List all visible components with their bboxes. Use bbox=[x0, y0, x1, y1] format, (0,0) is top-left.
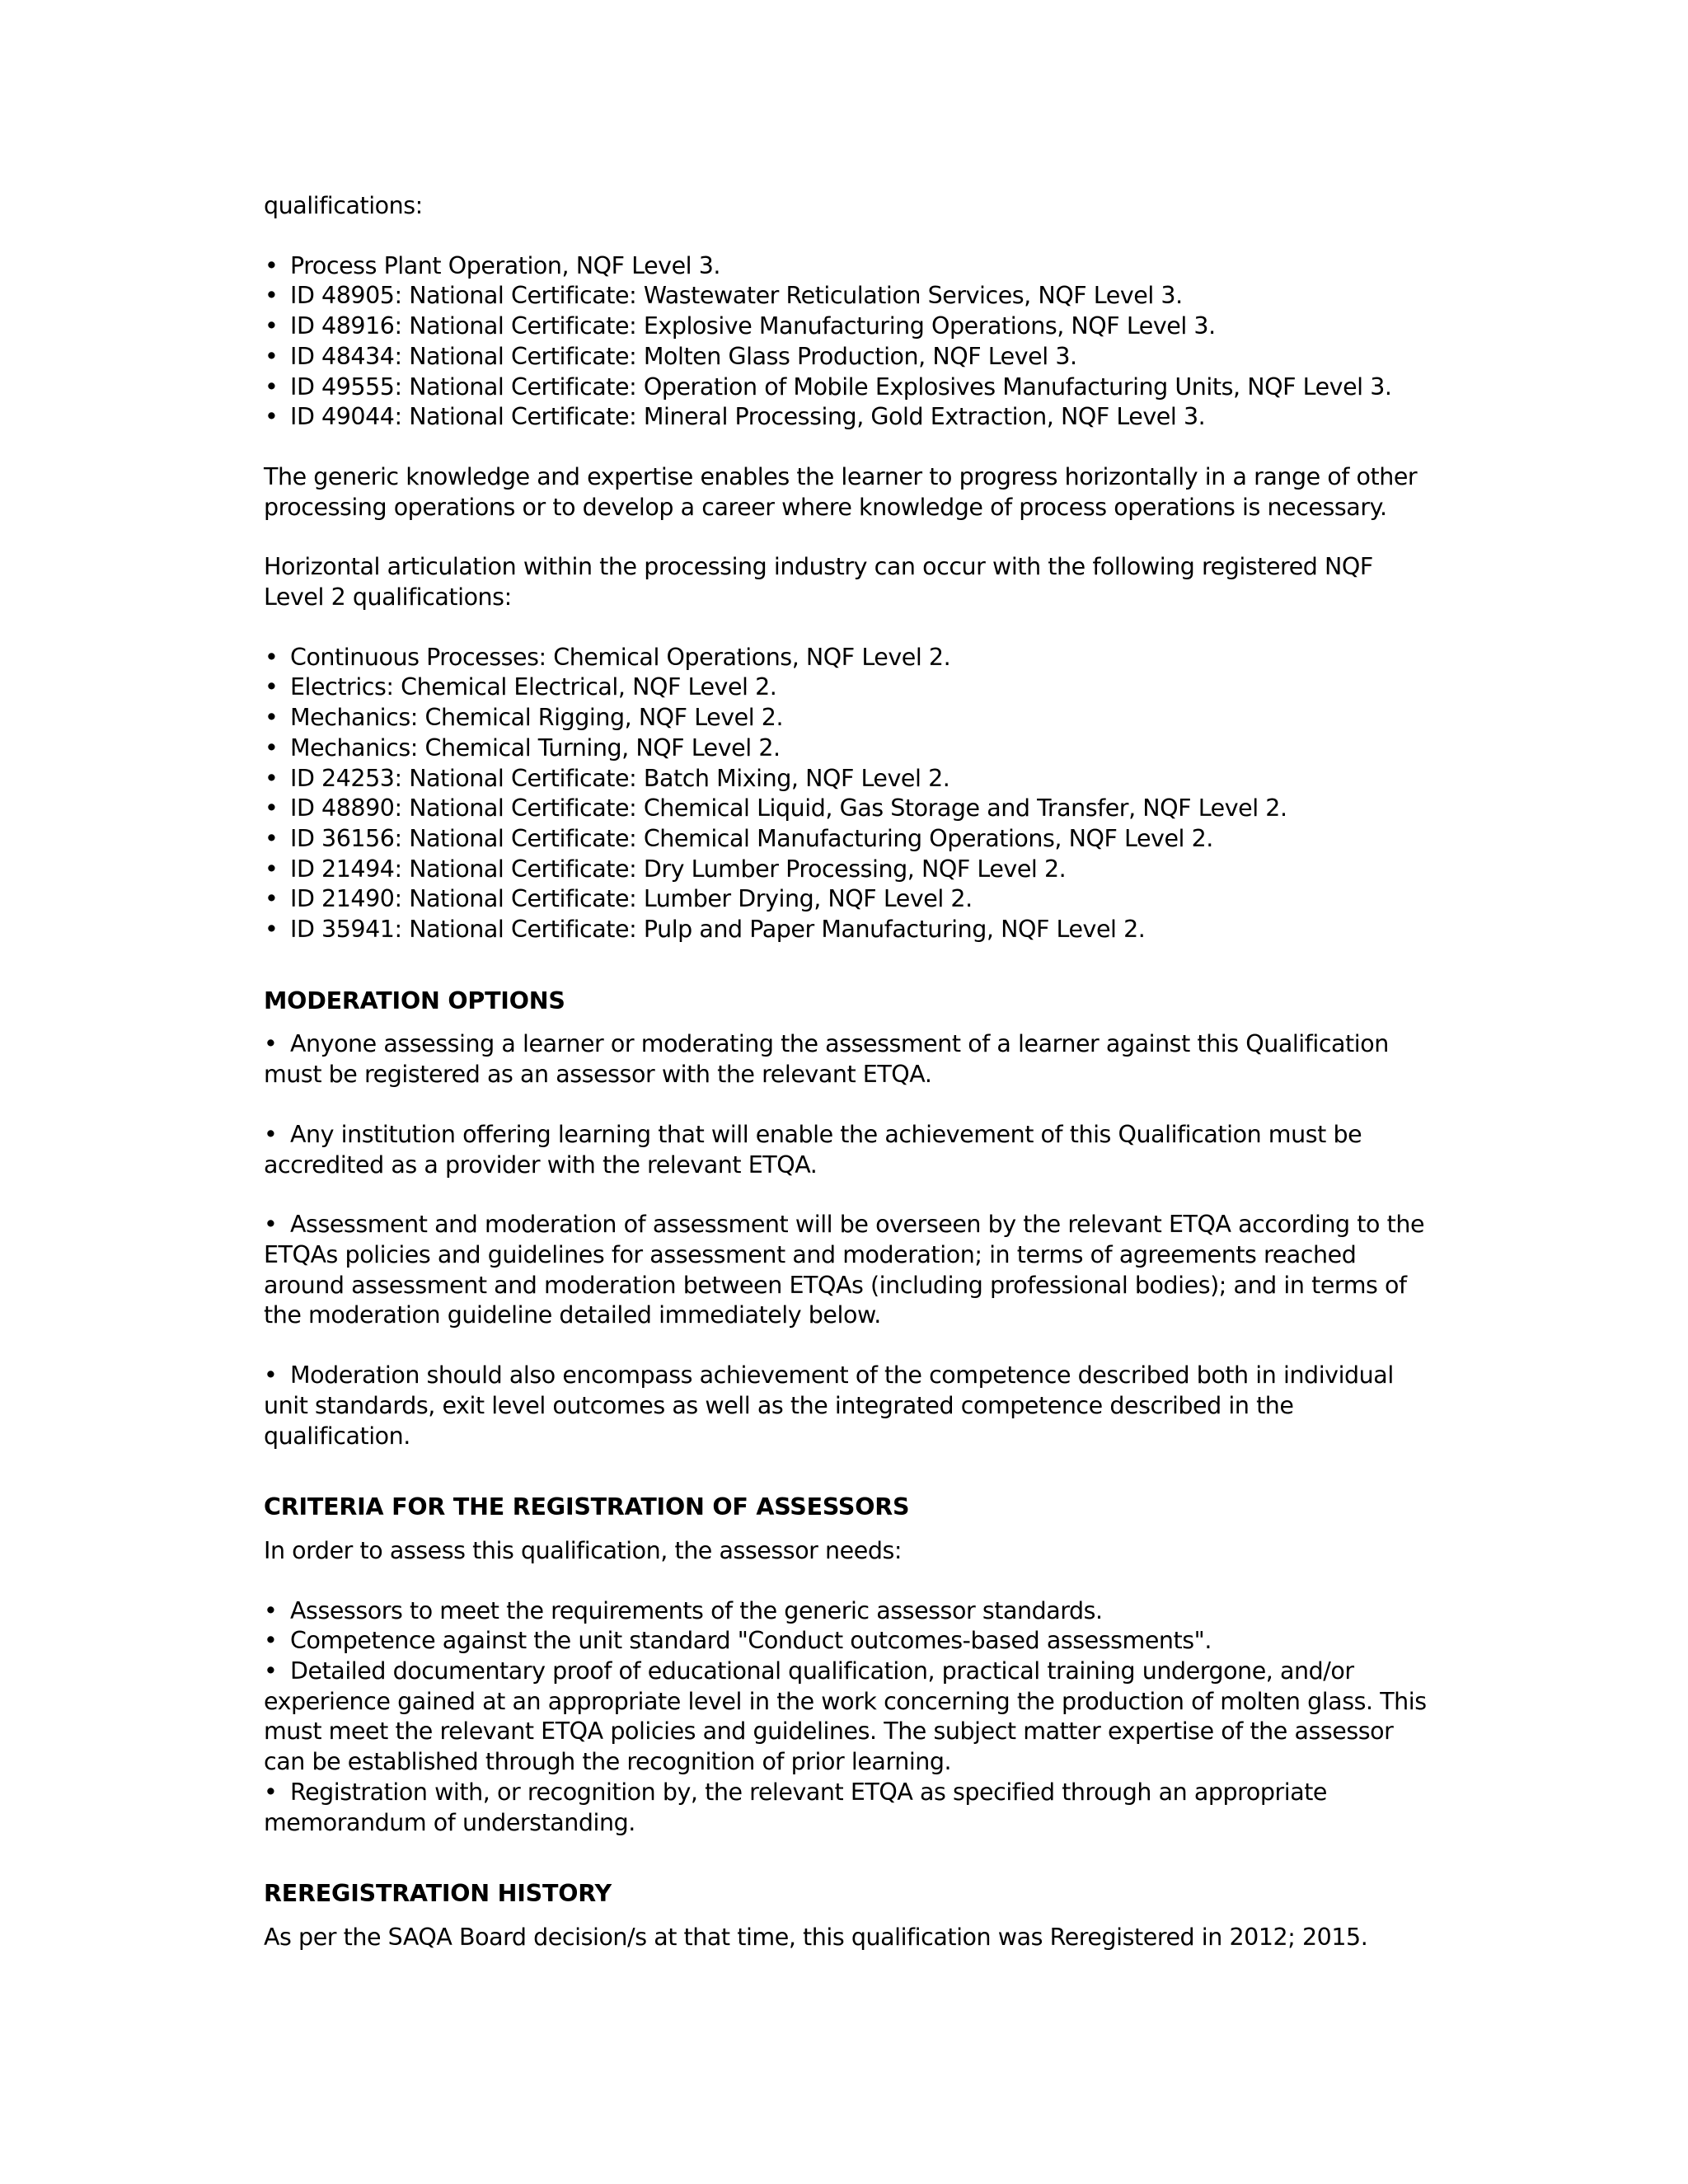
list-item: • ID 49555: National Certificate: Operation of Mobile Explosives Manufacturing Units, NQF Level 3. bbox=[264, 373, 1434, 403]
moderation-bullet-text: Any institution offering learning that will enable the achievement of this Qualification must be accredited as a provider with the relevant ETQA. bbox=[264, 1120, 1362, 1179]
list-item: • ID 48916: National Certificate: Explosive Manufacturing Operations, NQF Level 3. bbox=[264, 312, 1434, 342]
intro-tail: qualifications: bbox=[264, 192, 423, 219]
moderation-bullet: • Assessment and moderation of assessment will be overseen by the relevant ETQA according to the ETQAs policies and guidelines for assessment and moderation; in terms of agreements reached around assessment and moderation between ETQAs (including professional bodies); and in terms of the moderation guideline detailed immediately below. bbox=[264, 1211, 1425, 1329]
list-item: • Mechanics: Chemical Rigging, NQF Level 2. bbox=[264, 703, 1434, 733]
moderation-options-heading: MODERATION OPTIONS bbox=[264, 987, 565, 1015]
list-item: • Process Plant Operation, NQF Level 3. bbox=[264, 251, 1434, 282]
list-item: • ID 48434: National Certificate: Molten Glass Production, NQF Level 3. bbox=[264, 342, 1434, 373]
list-item: • Continuous Processes: Chemical Operations, NQF Level 2. bbox=[264, 643, 1434, 673]
list-item: • ID 49044: National Certificate: Mineral Processing, Gold Extraction, NQF Level 3. bbox=[264, 402, 1434, 433]
generic-knowledge-paragraph: The generic knowledge and expertise enables the learner to progress horizontally in a range of other processing operations or to develop a career where knowledge of process operations is necessary. bbox=[264, 462, 1418, 521]
assessor-criteria-intro: In order to assess this qualification, the assessor needs: bbox=[264, 1536, 903, 1564]
moderation-bullet-text: Moderation should also encompass achievement of the competence described both in individual unit standards, exit level outcomes as well as the integrated competence described in the qualification. bbox=[264, 1361, 1394, 1450]
list-item: • ID 36156: National Certificate: Chemical Manufacturing Operations, NQF Level 2. bbox=[264, 824, 1434, 855]
assessor-criteria-heading: CRITERIA FOR THE REGISTRATION OF ASSESSORS bbox=[264, 1493, 910, 1521]
list-item: • ID 21490: National Certificate: Lumber Drying, NQF Level 2. bbox=[264, 884, 1434, 915]
reregistration-history-heading: REREGISTRATION HISTORY bbox=[264, 1880, 612, 1908]
assessor-bullet: • Assessors to meet the requirements of the generic assessor standards. bbox=[264, 1596, 1103, 1624]
level3-qualifications-list bbox=[264, 251, 1434, 433]
list-item: • Electrics: Chemical Electrical, NQF Level 2. bbox=[264, 673, 1434, 703]
reregistration-history-text: As per the SAQA Board decision/s at that time, this qualification was Reregistered in 2012; 2015. bbox=[264, 1923, 1368, 1951]
assessor-bullet: • Detailed documentary proof of educational qualification, practical training undergone, and/or experience gained at an appropriate level in the work concerning the production of molten glass. This must meet the relevant ETQA policies and guidelines. The subject matter expertise of the assessor can be established through the recognition of prior learning. bbox=[264, 1657, 1427, 1776]
document-page bbox=[264, 191, 1434, 1953]
assessor-bullet: • Competence against the unit standard "Conduct outcomes-based assessments". bbox=[264, 1627, 1212, 1655]
moderation-bullet-text: Anyone assessing a learner or moderating the assessment of a learner against this Qualification must be registered as an assessor with the relevant ETQA. bbox=[264, 1030, 1389, 1089]
list-item: • ID 48905: National Certificate: Wastewater Reticulation Services, NQF Level 3. bbox=[264, 281, 1434, 312]
list-item: • ID 35941: National Certificate: Pulp and Paper Manufacturing, NQF Level 2. bbox=[264, 915, 1434, 945]
assessor-bullet: • Registration with, or recognition by, the relevant ETQA as specified through an appropriate memorandum of understanding. bbox=[264, 1778, 1328, 1836]
level2-qualifications-list bbox=[264, 643, 1434, 945]
horizontal-articulation-paragraph: Horizontal articulation within the processing industry can occur with the following registered NQF Level 2 qualifications: bbox=[264, 553, 1373, 612]
moderation-bullet-text: Assessment and moderation of assessment will be overseen by the relevant ETQA according to the ETQAs policies and guidelines for assessment and moderation; in terms of agreements reached around assessment and moderation between ETQAs (including professional bodies); and in terms of the moderation guideline detailed immediately below. bbox=[264, 1211, 1425, 1329]
assessor-bullet-text: Competence against the unit standard "Conduct outcomes-based assessments". bbox=[290, 1627, 1212, 1655]
assessor-bullet-text: Assessors to meet the requirements of the generic assessor standards. bbox=[290, 1596, 1103, 1624]
assessor-bullet-text: Registration with, or recognition by, the relevant ETQA as specified through an appropriate memorandum of understanding. bbox=[264, 1778, 1328, 1836]
list-item: • Mechanics: Chemical Turning, NQF Level 2. bbox=[264, 733, 1434, 764]
list-item: • ID 24253: National Certificate: Batch Mixing, NQF Level 2. bbox=[264, 764, 1434, 794]
list-item: • ID 21494: National Certificate: Dry Lumber Processing, NQF Level 2. bbox=[264, 855, 1434, 885]
assessor-bullet-text: Detailed documentary proof of educational qualification, practical training undergone, and/or experience gained at an appropriate level in the work concerning the production of molten glass. This must meet the relevant ETQA policies and guidelines. The subject matter expertise of the assessor can be established through the recognition of prior learning. bbox=[264, 1657, 1427, 1776]
moderation-bullet: • Anyone assessing a learner or moderating the assessment of a learner against this Qualification must be registered as an assessor with the relevant ETQA. bbox=[264, 1030, 1389, 1089]
moderation-bullet: • Moderation should also encompass achievement of the competence described both in individual unit standards, exit level outcomes as well as the integrated competence described in the qualification. bbox=[264, 1361, 1394, 1450]
list-item: • ID 48890: National Certificate: Chemical Liquid, Gas Storage and Transfer, NQF Level 2. bbox=[264, 794, 1434, 824]
moderation-bullet: • Any institution offering learning that will enable the achievement of this Qualification must be accredited as a provider with the relevant ETQA. bbox=[264, 1120, 1362, 1179]
